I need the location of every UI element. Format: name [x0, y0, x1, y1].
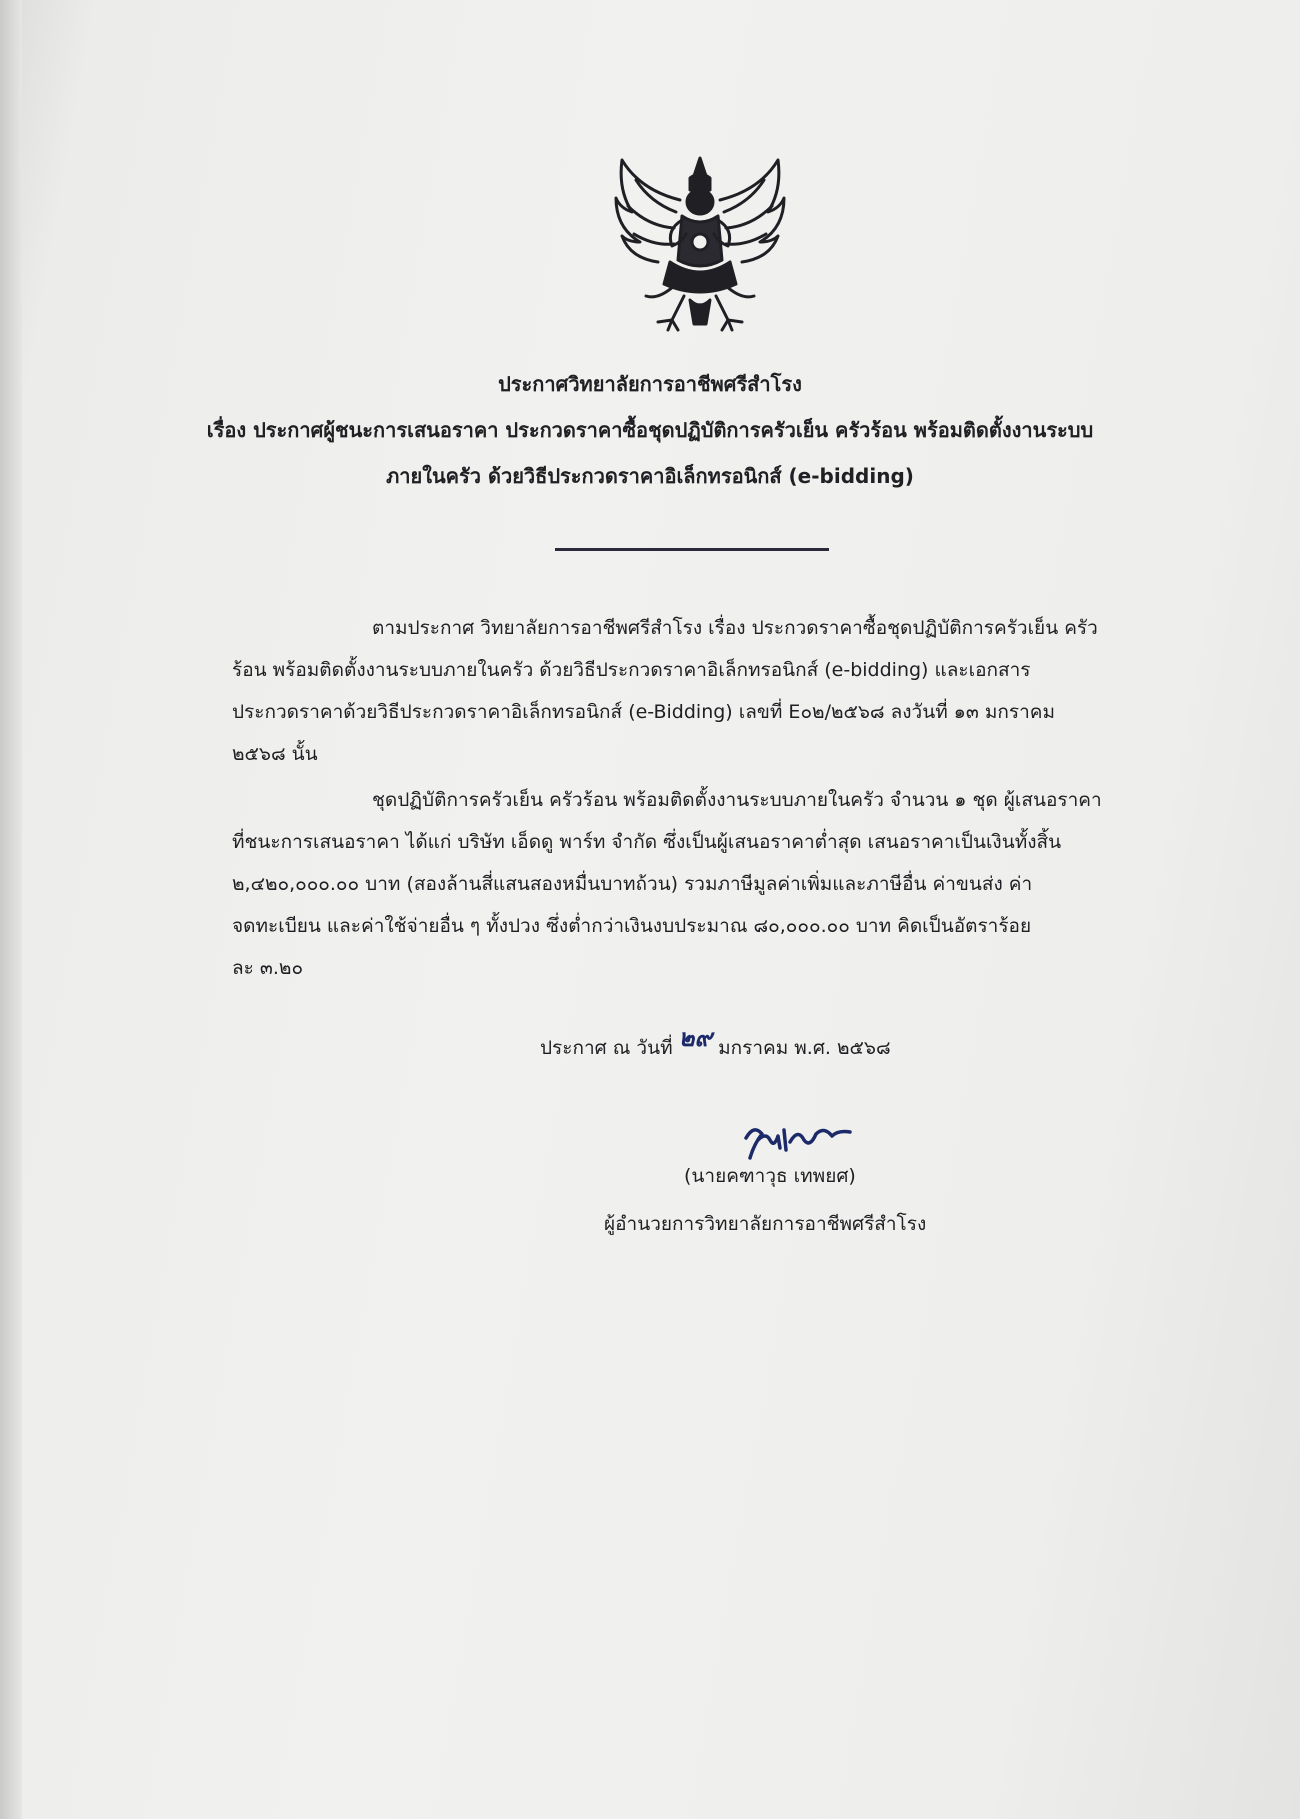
- title-divider: [555, 548, 829, 551]
- paragraph-line: ๒,๔๒๐,๐๐๐.๐๐ บาท (สองล้านสี่แสนสองหมื่นบาทถ้วน) รวมภาษีมูลค่าเพิ่มและภาษีอื่น ค่าขนส่ง ค่า: [232, 873, 1033, 895]
- signer-title: ผู้อำนวยการวิทยาลัยการอาชีพศรีสำโรง: [604, 1213, 927, 1235]
- doc-subject-cont: ภายในครัว ด้วยวิธีประกวดราคาอิเล็กทรอนิกส์ (e-bidding): [386, 464, 914, 488]
- paragraph-line: ๒๕๖๘ นั้น: [232, 743, 318, 765]
- paragraph-line: ร้อน พร้อมติดตั้งงานระบบภายในครัว ด้วยวิธีประกวดราคาอิเล็กทรอนิกส์ (e-bidding) และเอกสาร: [232, 659, 1031, 681]
- doc-subject: เรื่อง ประกาศผู้ชนะการเสนอราคา ประกวดราคาซื้อชุดปฏิบัติการครัวเย็น ครัวร้อน พร้อมติดตั้งงานระบบ: [206, 418, 1094, 442]
- paragraph-line: ประกวดราคาด้วยวิธีประกวดราคาอิเล็กทรอนิกส์ (e-Bidding) เลขที่ E๐๒/๒๕๖๘ ลงวันที่ ๑๓ มกราคม: [232, 701, 1055, 723]
- paragraph-line: ละ ๓.๒๐: [232, 957, 304, 979]
- date-suffix: มกราคม พ.ศ. ๒๕๖๘: [718, 1037, 891, 1059]
- announcement-date: [540, 1023, 891, 1064]
- doc-title: ประกาศวิทยาลัยการอาชีพศรีสำโรง: [498, 372, 802, 396]
- paragraph-line: จดทะเบียน และค่าใช้จ่ายอื่น ๆ ทั้งปวง ซึ่งต่ำกว่าเงินงบประมาณ ๘๐,๐๐๐.๐๐ บาท คิดเป็นอัตราร้อย: [232, 915, 1032, 937]
- handwritten-day: ๒๙: [678, 1023, 713, 1052]
- paragraph-line: ที่ชนะการเสนอราคา ได้แก่ บริษัท เอ็ดดู พาร์ท จำกัด ซึ่งเป็นผู้เสนอราคาต่ำสุด เสนอราคาเป็นเงินทั้งสิ้น: [232, 831, 1062, 853]
- garuda-emblem-icon: [610, 150, 790, 335]
- handwritten-signature-icon: [740, 1118, 860, 1166]
- signer-name: (นายคฑาวุธ เทพยศ): [684, 1165, 856, 1187]
- page-shadow-edge: [0, 0, 22, 1819]
- date-prefix: ประกาศ ณ วันที่: [540, 1037, 673, 1059]
- paragraph-line: ตามประกาศ วิทยาลัยการอาชีพศรีสำโรง เรื่อง ประกวดราคาซื้อชุดปฏิบัติการครัวเย็น ครัว: [372, 617, 1098, 639]
- paragraph-line: ชุดปฏิบัติการครัวเย็น ครัวร้อน พร้อมติดตั้งงานระบบภายในครัว จำนวน ๑ ชุด ผู้เสนอราคา: [372, 789, 1102, 811]
